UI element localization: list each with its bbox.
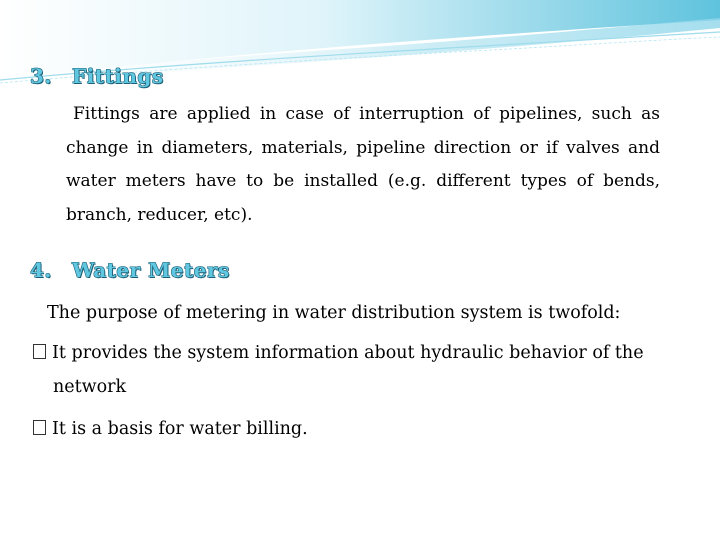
section-3-paragraph: Fittings are applied in case of interruption of pipelines, such as change in diameters, materials, pipeline direction or if valves and water meters have to be installed (e.g. different types of bends, branch, reducer, etc). [66, 104, 660, 225]
bullet-text: It provides the system information about hydraulic behavior of the [52, 343, 644, 363]
section-4-number: 4. [30, 258, 52, 282]
section-4-intro: The purpose of metering in water distribution system is twofold: [47, 303, 621, 323]
bullet-item [33, 413, 308, 446]
section-3-number: 3. [30, 64, 52, 88]
checkbox-bullet-icon [33, 420, 46, 435]
section-3-heading [30, 64, 164, 88]
checkbox-bullet-icon [33, 344, 46, 359]
section-4-heading [30, 258, 230, 282]
bullet-continuation: network [53, 377, 127, 397]
bullet-item [33, 337, 644, 370]
bullet-text: It is a basis for water billing. [52, 419, 308, 439]
section-4-title: Water Meters [72, 258, 230, 282]
section-3-title: Fittings [72, 64, 164, 88]
